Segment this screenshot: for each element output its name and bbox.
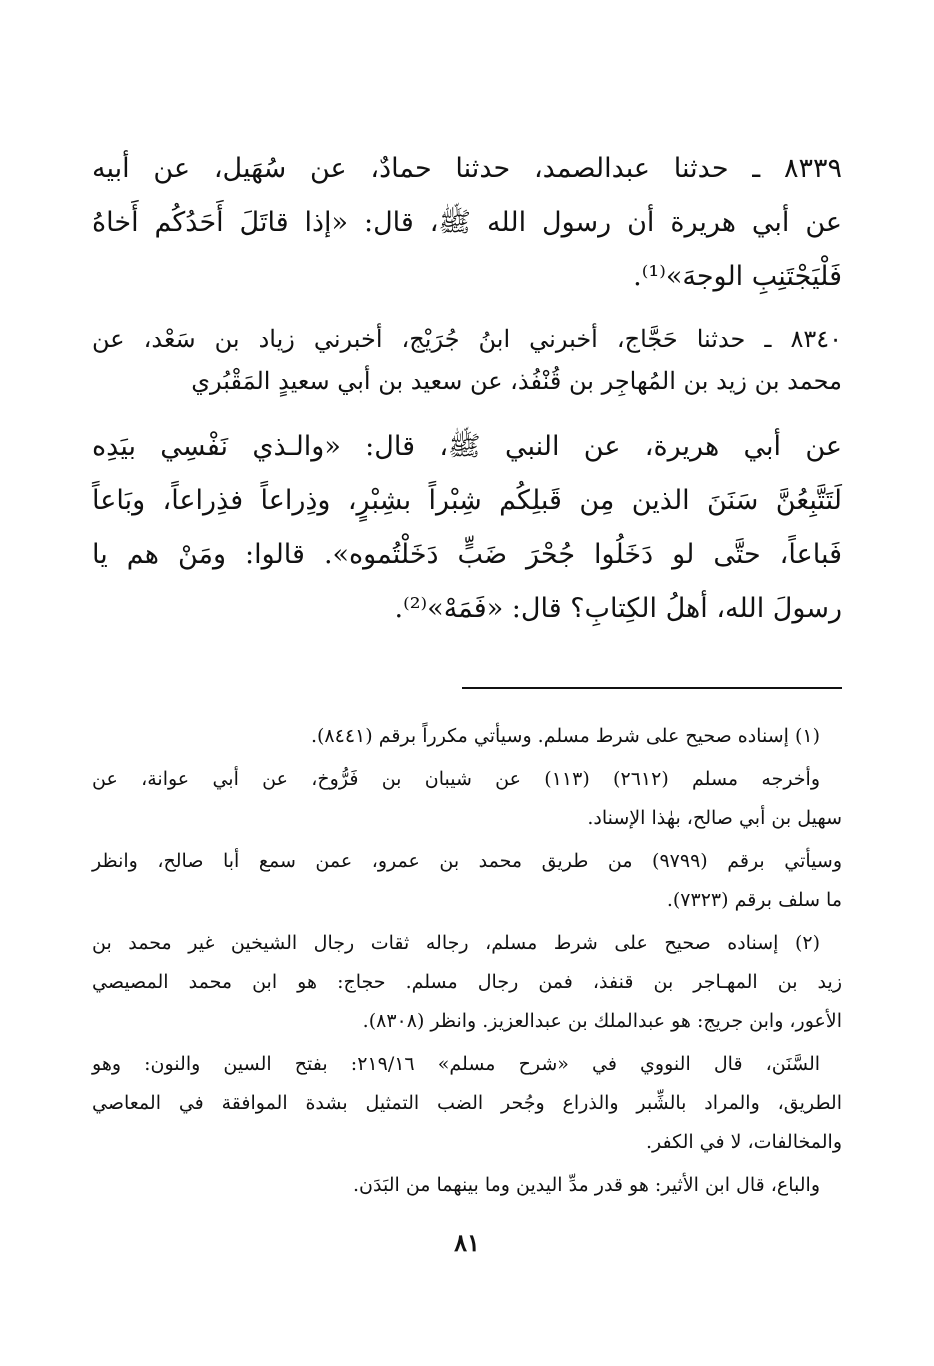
footnote-line: والمخالفات، لا في الكفر. — [645, 1131, 842, 1153]
footnote-line: الطريق، والمراد بالشِّبر والذراع وجُحر الضب التمثيل بشدة الموافقة في المعاصي — [92, 1092, 842, 1114]
footnote-line: والباع، قال ابن الأثير: هو قدر مدِّ اليدين وما بينهما من البَدَن. — [353, 1174, 820, 1196]
hadith-8339 — [92, 142, 842, 304]
footnote-1-see-also — [92, 842, 842, 920]
footnote-line: الأعور، وابن جريج: هو عبدالملك بن عبدالعزيز. وانظر (٨٣٠٨). — [362, 1010, 842, 1032]
hadith-8340-isnad — [92, 318, 842, 402]
text-line: رسولَ الله، أهلُ الكِتابِ؟ قال: «فَمَهْ»⁽²⁾. — [394, 593, 842, 624]
footnote-line: سهيل بن أبي صالح، بهٰذا الإسناد. — [587, 807, 842, 829]
footnote-line: وسيأتي برقم (٩٧٩٩) من طريق محمد بن عمرو، عمن سمع أبا صالح، وانظر — [92, 850, 842, 872]
text-line: محمد بن زيد بن المُهاجِر بن قُنْفُذ، عن سعيد بن أبي سعيدٍ المَقْبُري — [191, 367, 842, 395]
footnote-1 — [92, 717, 842, 756]
text-line: ٨٣٤٠ ـ حدثنا حَجَّاج، أخبرني ابنُ جُرَيْج، أخبرني زياد بن سَعْد، عن — [92, 325, 842, 353]
footnote-divider — [462, 687, 842, 689]
text-line: فَباعاً، حتَّى لو دَخَلُوا جُحْرَ ضَبٍّ دَخَلْتُموه». قالوا: ومَنْ هم يا — [92, 539, 842, 570]
text-line: لَتَتَّبِعُنَّ سَنَنَ الذين مِن قَبلِكُم شِبْراً بشِبْرٍ، وذِراعاً فذِراعاً، وبَاعاً — [92, 485, 842, 516]
main-text — [92, 142, 842, 650]
text-line: ٨٣٣٩ ـ حدثنا عبدالصمد، حدثنا حمادٌ، عن سُهَيل، عن أبيه — [92, 153, 842, 184]
text-line: عن أبي هريرة أن رسول الله ﷺ، قال: «إذا قاتَلَ أَحَدُكُم أَخاهُ — [92, 207, 842, 238]
footnote-line: (١) إسناده صحيح على شرط مسلم. وسيأتي مكرراً برقم (٨٤٤١). — [310, 725, 820, 747]
page-number: ٨١ — [454, 1228, 480, 1257]
footnote-2 — [92, 924, 842, 1041]
footnote-line: (٢) إسناده صحيح على شرط مسلم، رجاله ثقات رجال الشيخين غير محمد بن — [92, 932, 820, 954]
footnote-line: وأخرجه مسلم (٢٦١٢) (١١٣) عن شيبان بن فَرُّوخ، عن أبي عوانة، عن — [92, 768, 821, 790]
text-line: عن أبي هريرة، عن النبي ﷺ، قال: «والـذي نَفْسِي بيَدِه — [92, 431, 842, 462]
footnote-line: زيد بن المهـاجر بن قنفذ، فمن رجال مسلم. حجاج: هو ابن محمد المصيصي — [92, 971, 842, 993]
hadith-8340-matn — [92, 420, 842, 636]
footnote-1-takhrij — [92, 760, 842, 838]
footnote-2-ba — [92, 1166, 842, 1205]
footnotes — [92, 717, 842, 1209]
text-line: فَلْيَجْتَنِبِ الوجهَ»⁽¹⁾. — [633, 261, 842, 292]
footnote-line: السَّنَن، قال النووي في «شرح مسلم» ٢١٩/١٦: بفتح السين والنون: وهو — [92, 1053, 821, 1075]
footnote-2-sunan — [92, 1045, 842, 1162]
footnote-line: ما سلف برقم (٧٣٢٣). — [666, 889, 842, 911]
